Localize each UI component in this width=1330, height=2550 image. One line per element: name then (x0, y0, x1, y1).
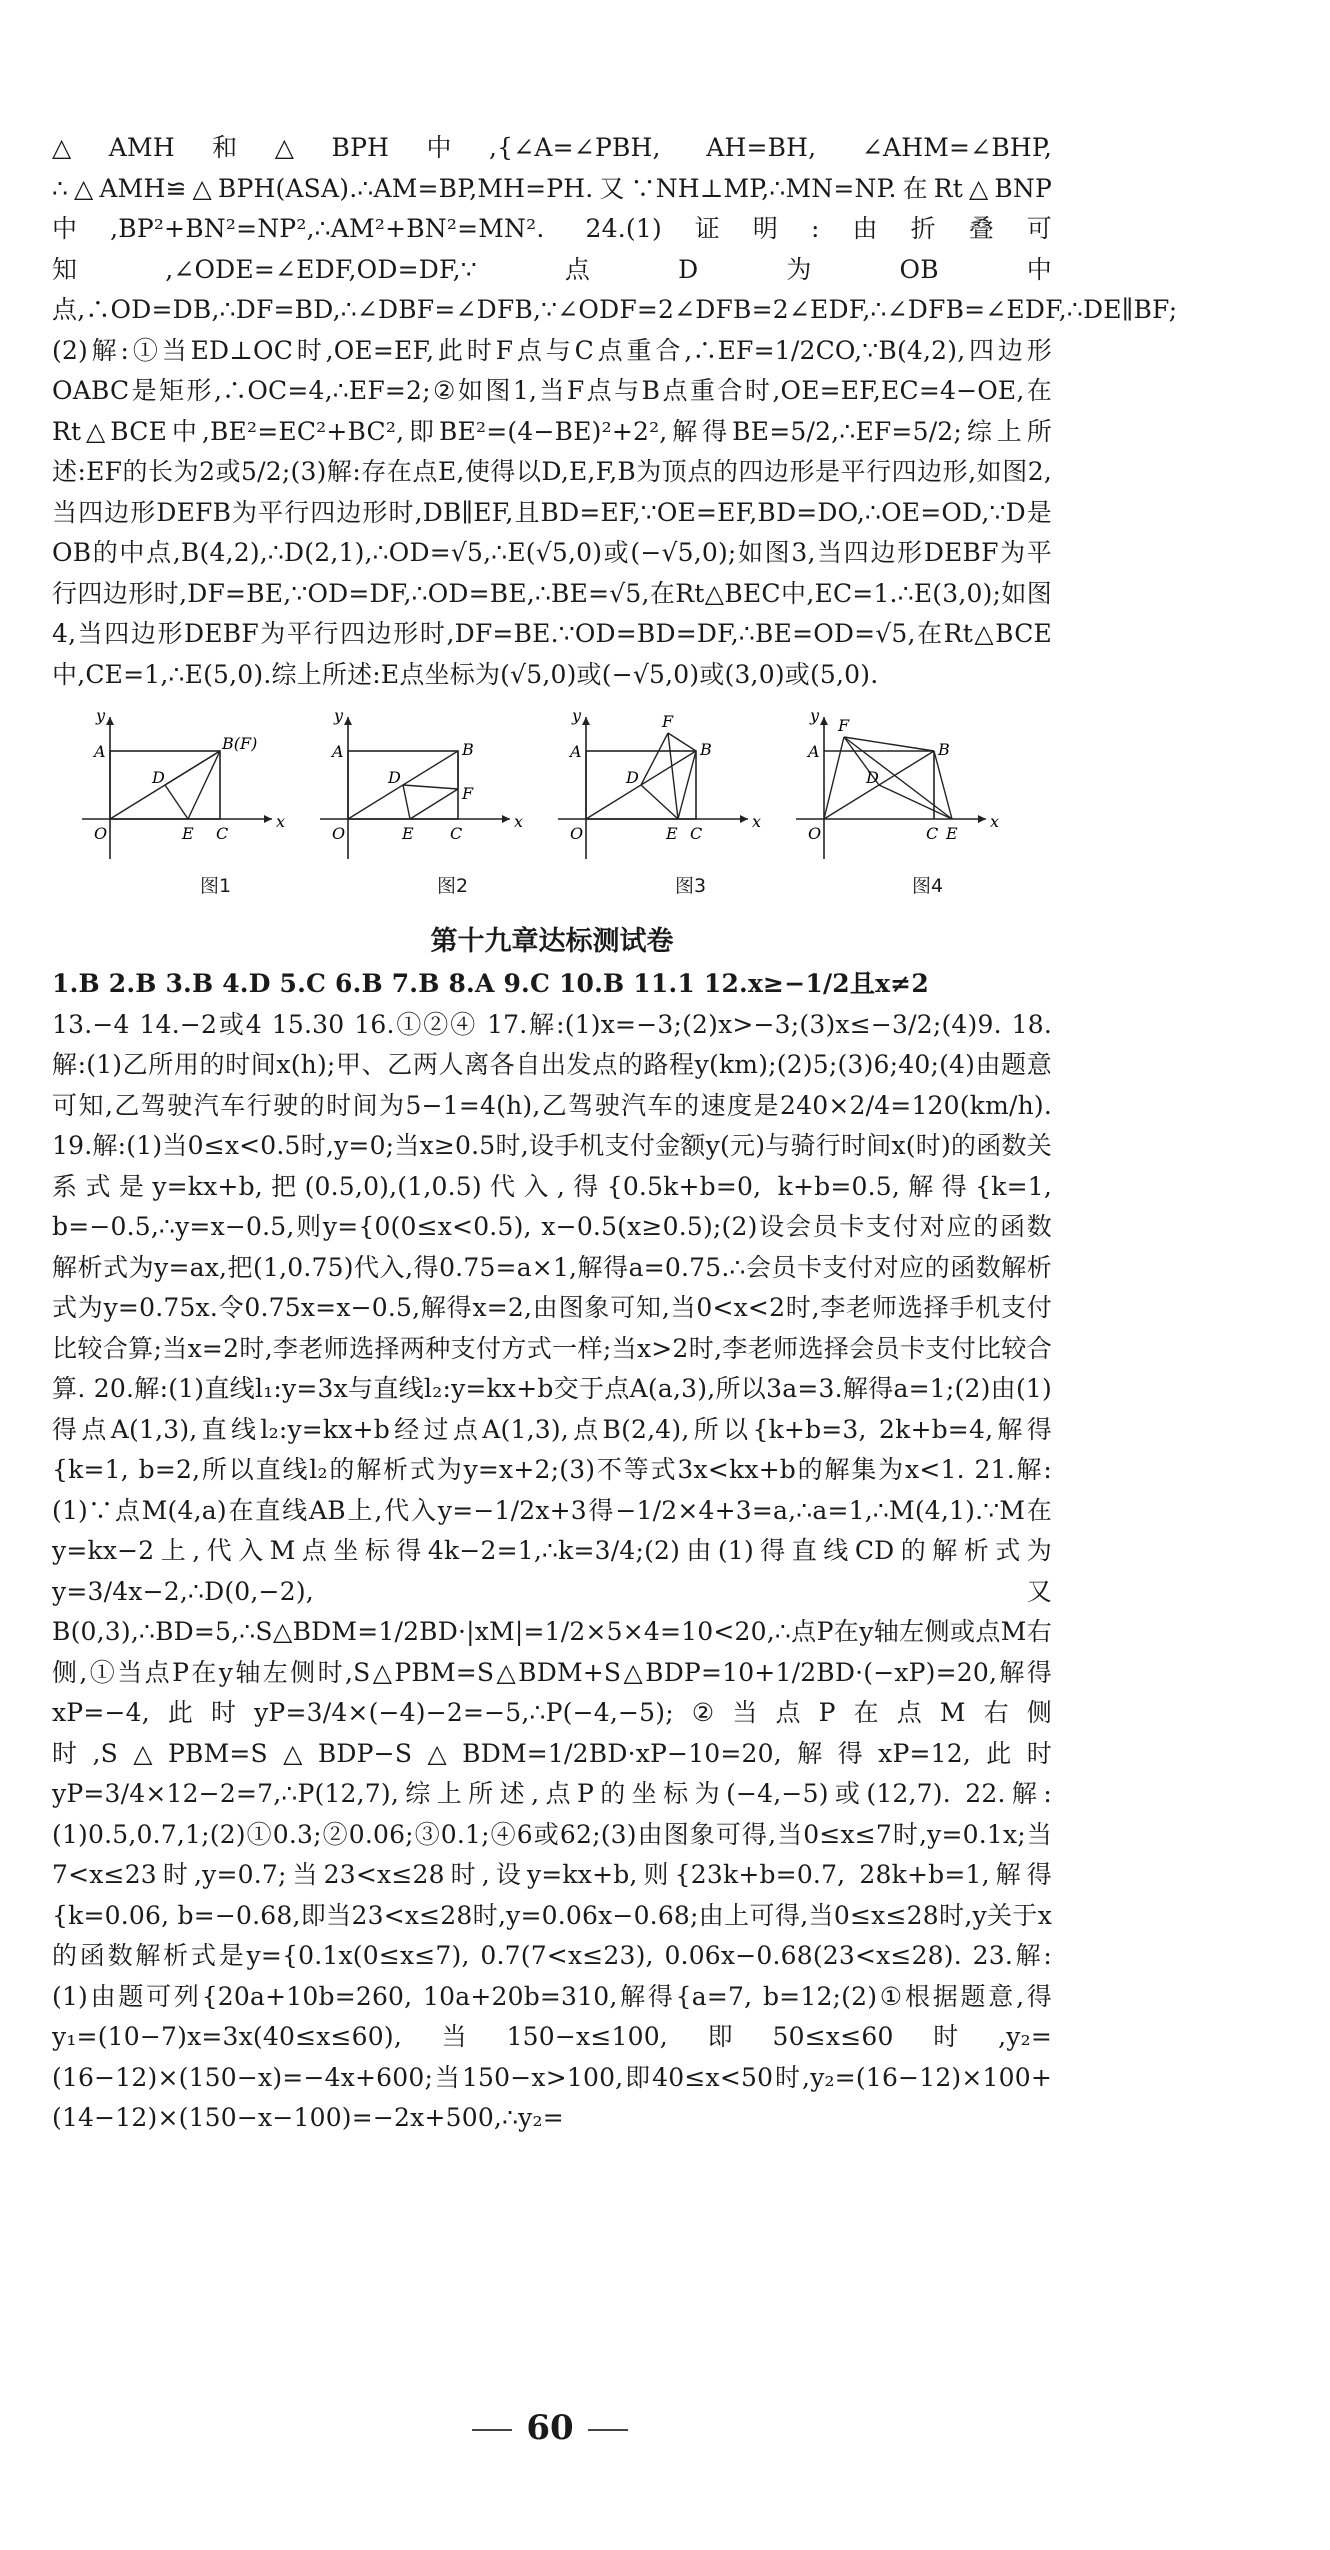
label-A: A (94, 742, 106, 761)
solution-text-bottom (52, 1005, 1052, 2139)
answers-choice: 1.B 2.B 3.B 4.D 5.C 6.B 7.B 8.A 9.C 10.B 11.1 12.x≥−1/2且x≠2 (52, 969, 929, 998)
label-D: D (866, 768, 879, 787)
figure-1-caption: 图1 (200, 875, 232, 897)
label-A: A (332, 742, 344, 761)
y-axis-label: y (572, 709, 582, 725)
section-title: 第十九章达标测试卷 (430, 926, 674, 957)
label-B: B (938, 740, 950, 759)
label-D: D (152, 768, 165, 787)
label-B: B (700, 740, 712, 759)
label-E: E (666, 824, 678, 843)
label-B: B (462, 740, 474, 759)
label-D: D (388, 768, 401, 787)
label-O: O (570, 824, 584, 843)
label-F: F (662, 712, 674, 731)
y-axis-label: y (96, 709, 106, 725)
solution-text-top (52, 128, 1178, 695)
figure-3 (548, 709, 768, 869)
x-axis-label: x (990, 812, 1000, 831)
label-C: C (690, 824, 703, 843)
paragraph-q13-q23: 13.−4 14.−2或4 15.30 16.①②④ 17.解:(1)x=−3;(2)x>−3;(3)x≤−3/2;(4)9. 18.解:(1)乙所用的时间x(h);甲、乙两人离各自出发点的路程y(km);(2)5;(3)6;40;(4)由题意可知,乙驾驶汽车行驶的时间为5−1=4(h),乙驾驶汽车的速度是240×2/4=120(km/h). 19.解:(1)当0≤x<0.5时,y=0;当x≥0.5时,设手机支付金额y(元)与骑行时间x(时)的函数关系式是y=kx+b,把(0.5,0),(1,0.5)代入,得{0.5k+b=0, k+b=0.5,解得{k=1, b=−0.5,∴y=x−0.5,则y={0(0≤x<0.5), x−0.5(x≥0.5);(2)设会员卡支付对应的函数解析式为y=ax,把(1,0.75)代入,得0.75=a×1,解得a=0.75.∴会员卡支付对应的函数解析式为y=0.75x.令0.75x=x−0.5,解得x=2,由图象可知,当0<x<2时,李老师选择手机支付比较合算;当x=2时,李老师选择两种支付方式一样;当x>2时,李老师选择会员卡支付比较合算. 20.解:(1)直线l₁:y=3x与直线l₂:y=kx+b交于点A(a,3),所以3a=3.解得a=1;(2)由(1)得点A(1,3),直线l₂:y=kx+b经过点A(1,3),点B(2,4),所以{k+b=3, 2k+b=4,解得{k=1, b=2,所以直线l₂的解析式为y=x+2;(3)不等式3x<kx+b的解集为x<1. 21.解:(1)∵点M(4,a)在直线AB上,代入y=−1/2x+3得−1/2×4+3=a,∴a=1,∴M(4,1).∵M在y=kx−2上,代入M点坐标得4k−2=1,∴k=3/4;(2)由(1)得直线CD的解析式为y=3/4x−2,∴D(0,−2),又B(0,3),∴BD=5,∴S△BDM=1/2BD·|xM|=1/2×5×4=10<20,∴点P在y轴左侧或点M右侧,①当点P在y轴左侧时,S△PBM=S△BDM+S△BDP=10+1/2BD·(−xP)=20,解得xP=−4,此时yP=3/4×(−4)−2=−5,∴P(−4,−5);②当点P在点M右侧时,S△PBM=S△BDP−S△BDM=1/2BD·xP−10=20,解得xP=12,此时yP=3/4×12−2=7,∴P(12,7),综上所述,点P的坐标为(−4,−5)或(12,7). 22.解:(1)0.5,0.7,1;(2)①0.3;②0.06;③0.1;④6或62;(3)由图象可得,当0≤x≤7时,y=0.1x;当7<x≤23时,y=0.7;当23<x≤28时,设y=kx+b,则{23k+b=0.7, 28k+b=1,解得{k=0.06, b=−0.68,即当23<x≤28时,y=0.06x−0.68;由上可得,当0≤x≤28时,y关于x的函数解析式是y={0.1x(0≤x≤7), 0.7(7<x≤23), 0.06x−0.68(23<x≤28). 23.解:(1)由题可列{20a+10b=260, 10a+20b=310,解得{a=7, b=12;(2)①根据题意,得y₁=(10−7)x=3x(40≤x≤60),当150−x≤100,即50≤x≤60时,y₂=(16−12)×(150−x)=−4x+600;当150−x>100,即40≤x<50时,y₂=(16−12)×100+(14−12)×(150−x−100)=−2x+500,∴y₂= (52, 1009, 1052, 2132)
figure-2 (310, 709, 530, 869)
answer-page (52, 128, 1178, 2139)
figure-4 (786, 709, 1006, 869)
label-C: C (926, 824, 939, 843)
x-axis-label: x (276, 812, 286, 831)
label-A: A (808, 742, 820, 761)
dash-right (588, 2429, 628, 2431)
answers-line-1 (52, 964, 1052, 1005)
figure-row (52, 709, 1052, 897)
dash-left (472, 2429, 512, 2431)
label-E: E (946, 824, 958, 843)
figure-4-caption: 图4 (912, 875, 944, 897)
label-F: F (838, 716, 850, 735)
page-number-text: 60 (526, 2408, 574, 2448)
y-axis-label: y (334, 709, 344, 725)
label-C: C (216, 824, 229, 843)
label-E: E (402, 824, 414, 843)
paragraph-q24: 24.(1)证明:由折叠可知,∠ODE=∠EDF,OD=DF,∵点D为OB中点,∴OD=DB,∴DF=BD,∴∠DBF=∠DFB,∵∠ODF=2∠DFB=2∠EDF,∴∠DFB=∠EDF,∴DE∥BF;(2)解:①当ED⊥OC时,OE=EF,此时F点与C点重合,∴EF=1/2CO,∵B(4,2),四边形OABC是矩形,∴OC=4,∴EF=2;②如图1,当F点与B点重合时,OE=EF,EC=4−OE,在Rt△BCE中,BE²=EC²+BC²,即BE²=(4−BE)²+2²,解得BE=5/2,∴EF=5/2;综上所述:EF的长为2或5/2;(3)解:存在点E,使得以D,E,F,B为顶点的四边形是平行四边形,如图2,当四边形DEFB为平行四边形时,DB∥EF,且BD=EF,∵OE=EF,BD=DO,∴OE=OD,∵D是OB的中点,B(4,2),∴D(2,1),∴OD=√5,∴E(√5,0)或(−√5,0);如图3,当四边形DEBF为平行四边形时,DF=BE,∵OD=DF,∴OD=BE,∴BE=√5,在Rt△BEC中,EC=1.∴E(3,0);如图4,当四边形DEBF为平行四边形时,DF=BE.∵OD=BD=DF,∴BE=OD=√5,在Rt△BCE中,CE=1,∴E(5,0).综上所述:E点坐标为(√5,0)或(−√5,0)或(3,0)或(5,0). (52, 214, 1178, 689)
label-D: D (626, 768, 639, 787)
paragraph-q23-end: △AMH和△BPH中,{∠A=∠PBH, AH=BH, ∠AHM=∠BHP, ∴△AMH≌△BPH(ASA).∴AM=BP,MH=PH.又∵NH⊥MP,∴MN=NP.在Rt△BNP中,BP²+BN²=NP²,∴AM²+BN²=MN². (52, 133, 1052, 243)
page-number (0, 2408, 1100, 2448)
y-axis-label: y (810, 709, 820, 725)
label-O: O (808, 824, 822, 843)
x-axis-label: x (752, 812, 762, 831)
figure-3-caption: 图3 (675, 875, 707, 897)
figure-1 (72, 709, 292, 869)
label-A: A (570, 742, 582, 761)
label-O: O (94, 824, 108, 843)
label-C: C (450, 824, 463, 843)
figure-2-caption: 图2 (437, 875, 469, 897)
label-B: B(F) (222, 734, 258, 753)
x-axis-label: x (514, 812, 524, 831)
label-E: E (182, 824, 194, 843)
label-F: F (462, 784, 474, 803)
label-O: O (332, 824, 346, 843)
